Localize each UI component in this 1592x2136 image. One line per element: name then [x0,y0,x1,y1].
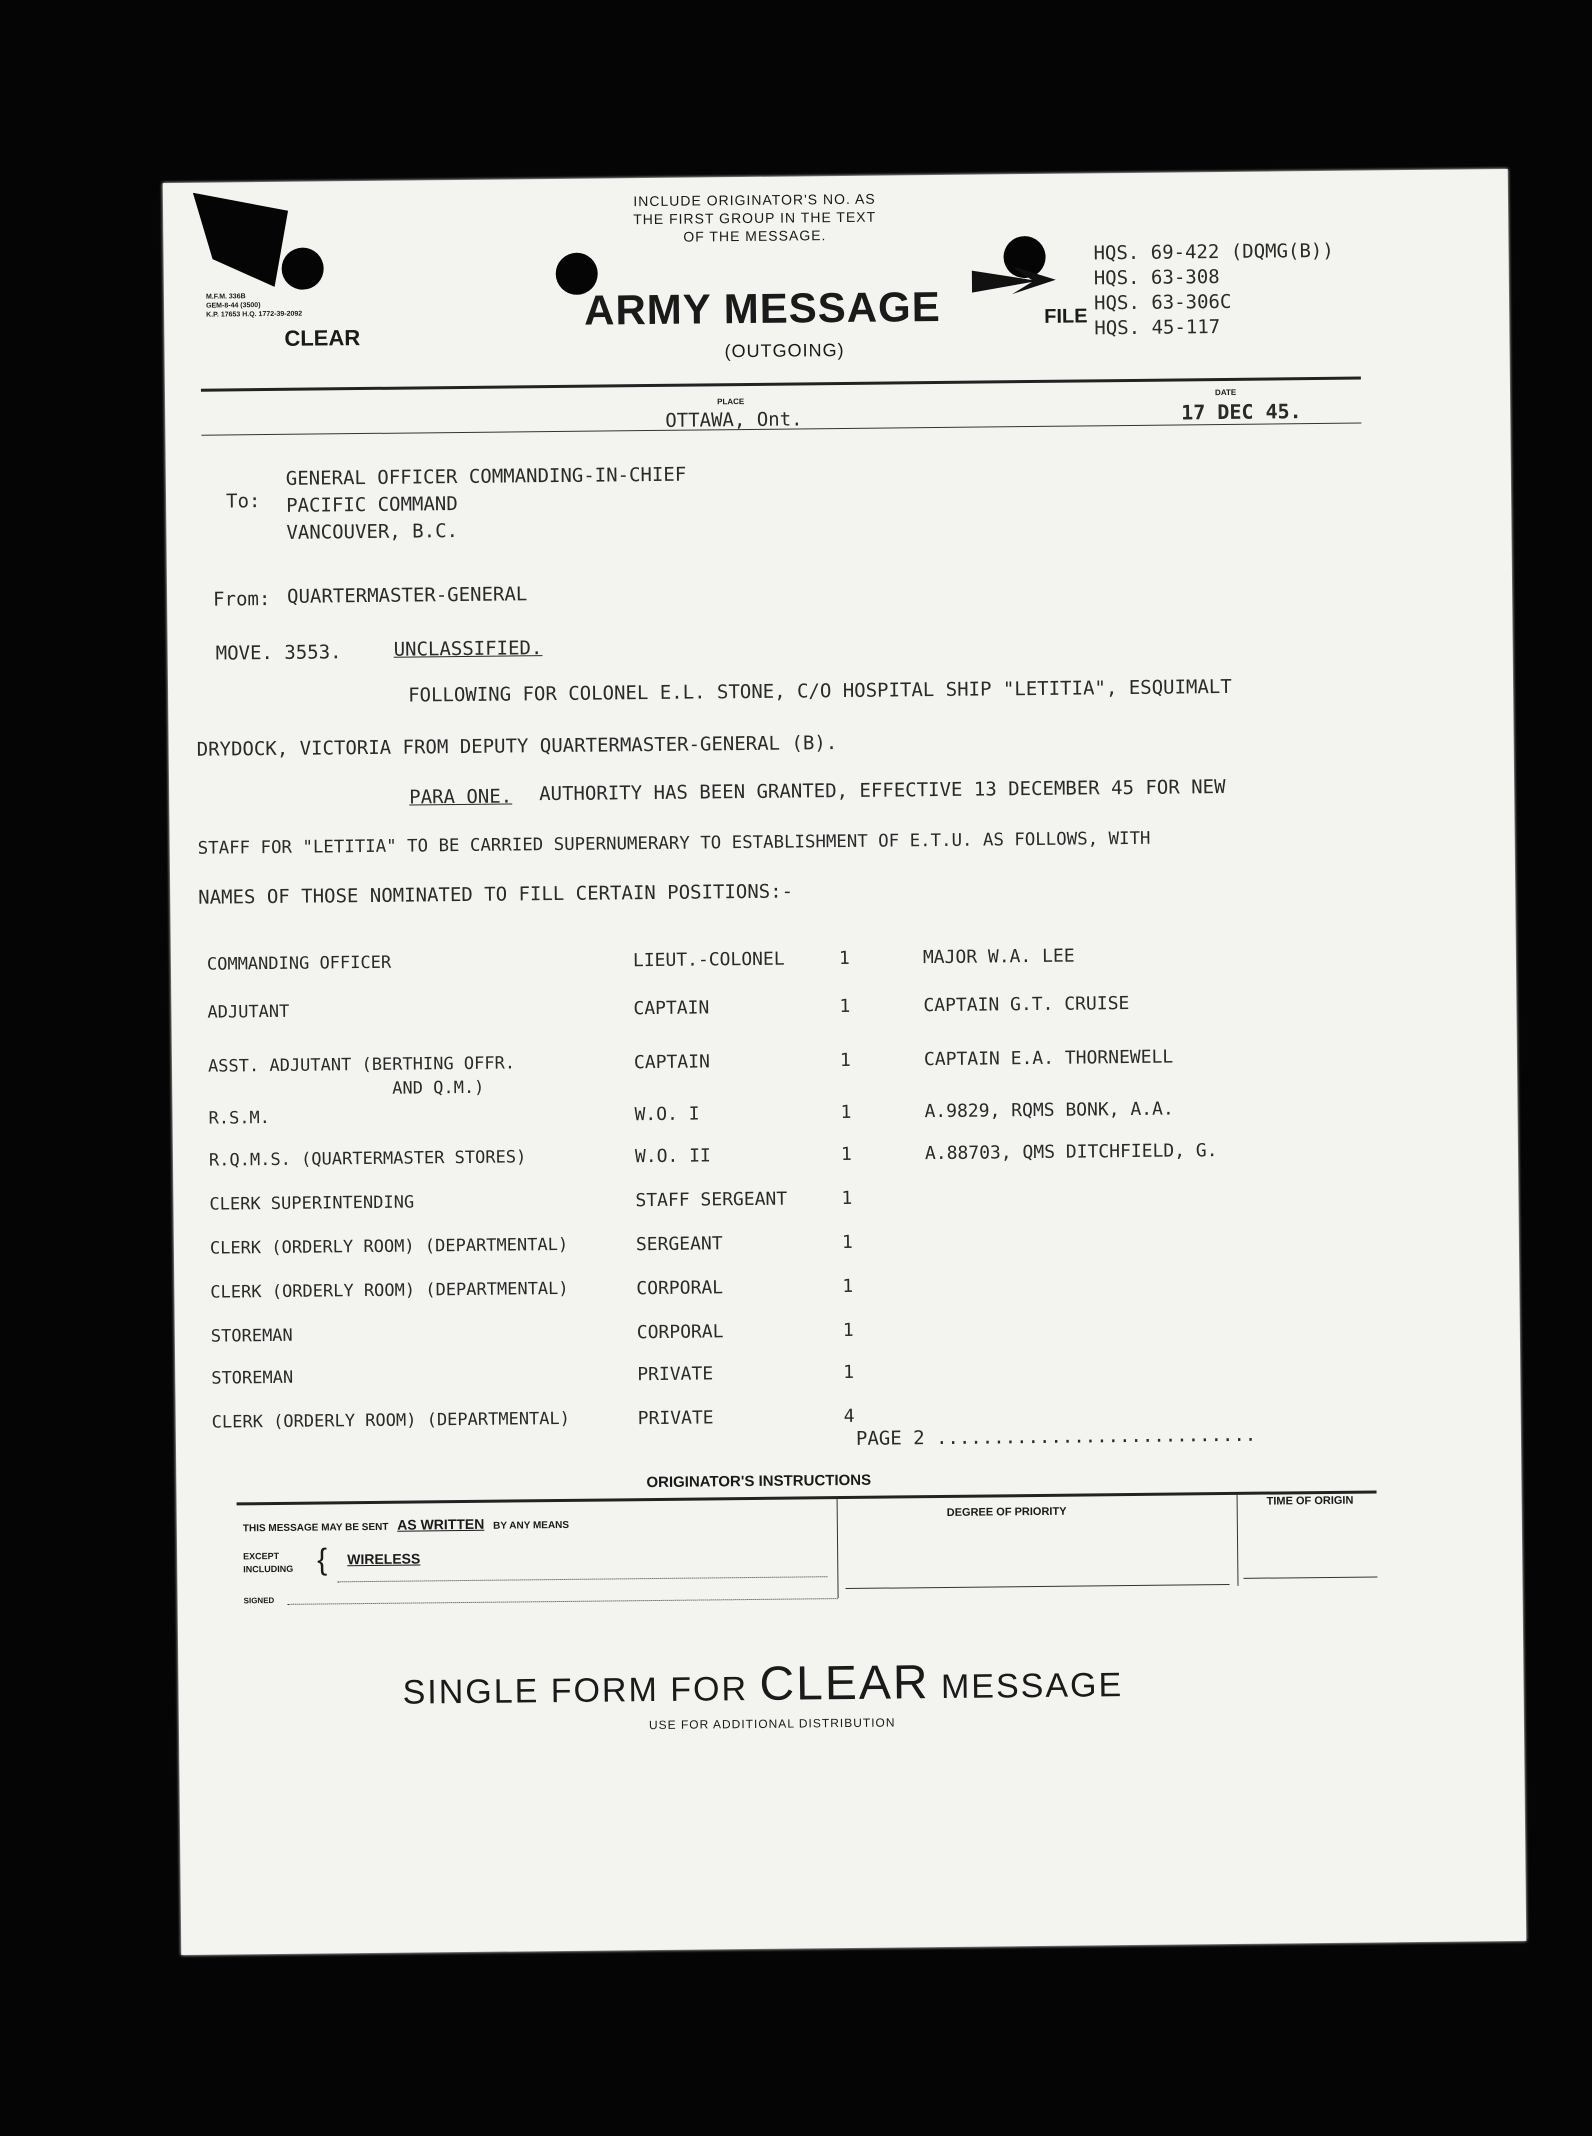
rank-cell: SERGEANT [635,1233,723,1256]
instructions-heading: ORIGINATOR'S INSTRUCTIONS [646,1471,872,1492]
quantity-cell: 1 [841,1187,853,1210]
quantity-cell: 1 [841,1231,853,1254]
punch-hole [281,247,323,289]
position-cell: STOREMAN [211,1367,294,1389]
instructions-divider [837,1498,839,1598]
message-form-page [163,169,1526,1955]
footer-subtitle: USE FOR ADDITIONAL DISTRIBUTION [648,1715,896,1733]
rank-cell: STAFF SERGEANT [635,1188,788,1212]
message-line-1: FOLLOWING FOR COLONEL E.L. STONE, C/O HOSPITAL SHIP "LETITIA", ESQUIMALT [408,675,1232,707]
continuation-note: PAGE 2 ............................ [855,1423,1257,1450]
rank-cell: PRIVATE [637,1407,714,1430]
position-cell-continued: AND Q.M.) [392,1077,485,1099]
file-references: HQS. 69-422 (DQMG(B)) HQS. 63-308 HQS. 63-306C HQS. 45-117 [1093,239,1334,340]
table-row [173,1137,1473,1181]
position-cell: CLERK (ORDERLY ROOM) (DEPARTMENTAL) [211,1408,571,1433]
form-subtitle: (OUTGOING) [724,339,845,362]
method-value: WIRELESS [347,1550,421,1568]
table-row [175,1313,1475,1357]
nominee-cell: A.9829, RQMS BONK, A.A. [924,1098,1174,1123]
ink-blot [193,192,289,288]
signed-line [288,1598,838,1605]
quantity-cell: 1 [840,1143,852,1166]
place-label: PLACE [717,397,745,407]
move-reference: MOVE. 3553. [215,641,342,665]
quantity-cell: 1 [842,1319,854,1342]
position-cell: CLERK SUPERINTENDING [209,1192,415,1215]
position-cell: ADJUTANT [207,1001,290,1023]
message-line-4: STAFF FOR "LETITIA" TO BE CARRIED SUPERNUMERARY TO ESTABLISHMENT OF E.T.U. AS FOLLOWS, WITH [197,828,1151,859]
rank-cell: W.O. I [634,1103,700,1126]
position-cell: R.S.M. [208,1108,271,1129]
arrow-icon [972,260,1056,301]
to-label: To: [225,490,261,513]
rank-cell: LIEUT.-COLONEL [632,948,785,972]
rank-cell: CORPORAL [636,1321,724,1344]
quantity-cell: 1 [839,1049,851,1072]
place-value: OTTAWA, Ont. [665,408,803,432]
sent-clause: THIS MESSAGE MAY BE SENT AS WRITTEN BY ANY MEANS [242,1515,570,1535]
except-including-labels: EXCEPT INCLUDING [243,1550,294,1575]
position-cell: COMMANDING OFFICER [206,952,392,975]
rank-cell: CAPTAIN [633,997,710,1020]
position-cell: STOREMAN [210,1325,293,1347]
para-label: PARA ONE. [409,785,513,809]
to-address: GENERAL OFFICER COMMANDING-IN-CHIEF PACIFIC COMMAND VANCOUVER, B.C. [285,463,687,544]
header-rule [201,377,1361,392]
signed-label: SIGNED [243,1596,275,1606]
except-line [337,1576,827,1582]
from-label: From: [213,587,271,611]
rank-cell: PRIVATE [637,1363,714,1386]
priority-line [846,1584,1230,1589]
table-row [171,989,1471,1033]
classification-label: CLEAR [284,325,361,351]
time-line [1243,1576,1377,1578]
form-title: ARMY MESSAGE [583,282,941,334]
table-row [171,941,1471,985]
table-row [174,1269,1474,1313]
position-cell: CLERK (ORDERLY ROOM) (DEPARTMENTAL) [209,1234,569,1259]
quantity-cell: 1 [838,947,850,970]
table-row [172,1043,1472,1099]
priority-label: DEGREE OF PRIORITY [946,1505,1067,1519]
rank-cell: CORPORAL [636,1277,724,1300]
table-row [173,1181,1473,1225]
nominee-cell: CAPTAIN G.T. CRUISE [923,993,1130,1017]
file-label: FILE [1044,305,1088,328]
table-row [174,1225,1474,1269]
message-line-5: NAMES OF THOSE NOMINATED TO FILL CERTAIN POSITIONS:- [198,880,794,909]
position-cell: R.Q.M.S. (QUARTERMASTER STORES) [208,1147,527,1171]
table-row [172,1095,1472,1139]
instructions-top-rule [237,1490,1377,1505]
table-row [176,1399,1476,1443]
rank-cell: CAPTAIN [633,1051,710,1074]
nominee-cell: MAJOR W.A. LEE [922,945,1075,969]
from-value: QUARTERMASTER-GENERAL [286,583,528,608]
quantity-cell: 1 [839,995,851,1018]
originator-note: INCLUDE ORIGINATOR'S NO. AS THE FIRST GROUP IN THE TEXT OF THE MESSAGE. [633,190,877,245]
brace: { [317,1543,328,1577]
nominee-cell: CAPTAIN E.A. THORNEWELL [923,1046,1174,1071]
nominee-cell: A.88703, QMS DITCHFIELD, G. [924,1140,1218,1165]
rank-cell: W.O. II [634,1145,711,1168]
date-value: 17 DEC 45. [1181,399,1302,425]
instructions-divider [1237,1494,1239,1586]
time-of-origin-label: TIME OF ORIGIN [1266,1494,1354,1508]
position-cell: ASST. ADJUTANT (BERTHING OFFR. [207,1053,516,1077]
form-codes: M.F.M. 336B GEM-8-44 (3500) K.P. 17653 H.Q. 1772-39-2092 [205,293,303,319]
message-line-2: DRYDOCK, VICTORIA FROM DEPUTY QUARTERMASTER-GENERAL (B). [196,732,838,761]
message-line-3: AUTHORITY HAS BEEN GRANTED, EFFECTIVE 13 DECEMBER 45 FOR NEW [539,775,1226,806]
quantity-cell: 1 [843,1361,855,1384]
quantity-cell: 1 [842,1275,854,1298]
quantity-cell: 4 [843,1405,855,1428]
date-label: DATE [1214,387,1237,398]
position-cell: CLERK (ORDERLY ROOM) (DEPARTMENTAL) [210,1278,569,1303]
table-row [175,1355,1475,1399]
message-classification: UNCLASSIFIED. [393,637,543,661]
quantity-cell: 1 [840,1101,852,1124]
footer-title: SINGLE FORM FOR CLEAR MESSAGE [402,1656,1124,1712]
